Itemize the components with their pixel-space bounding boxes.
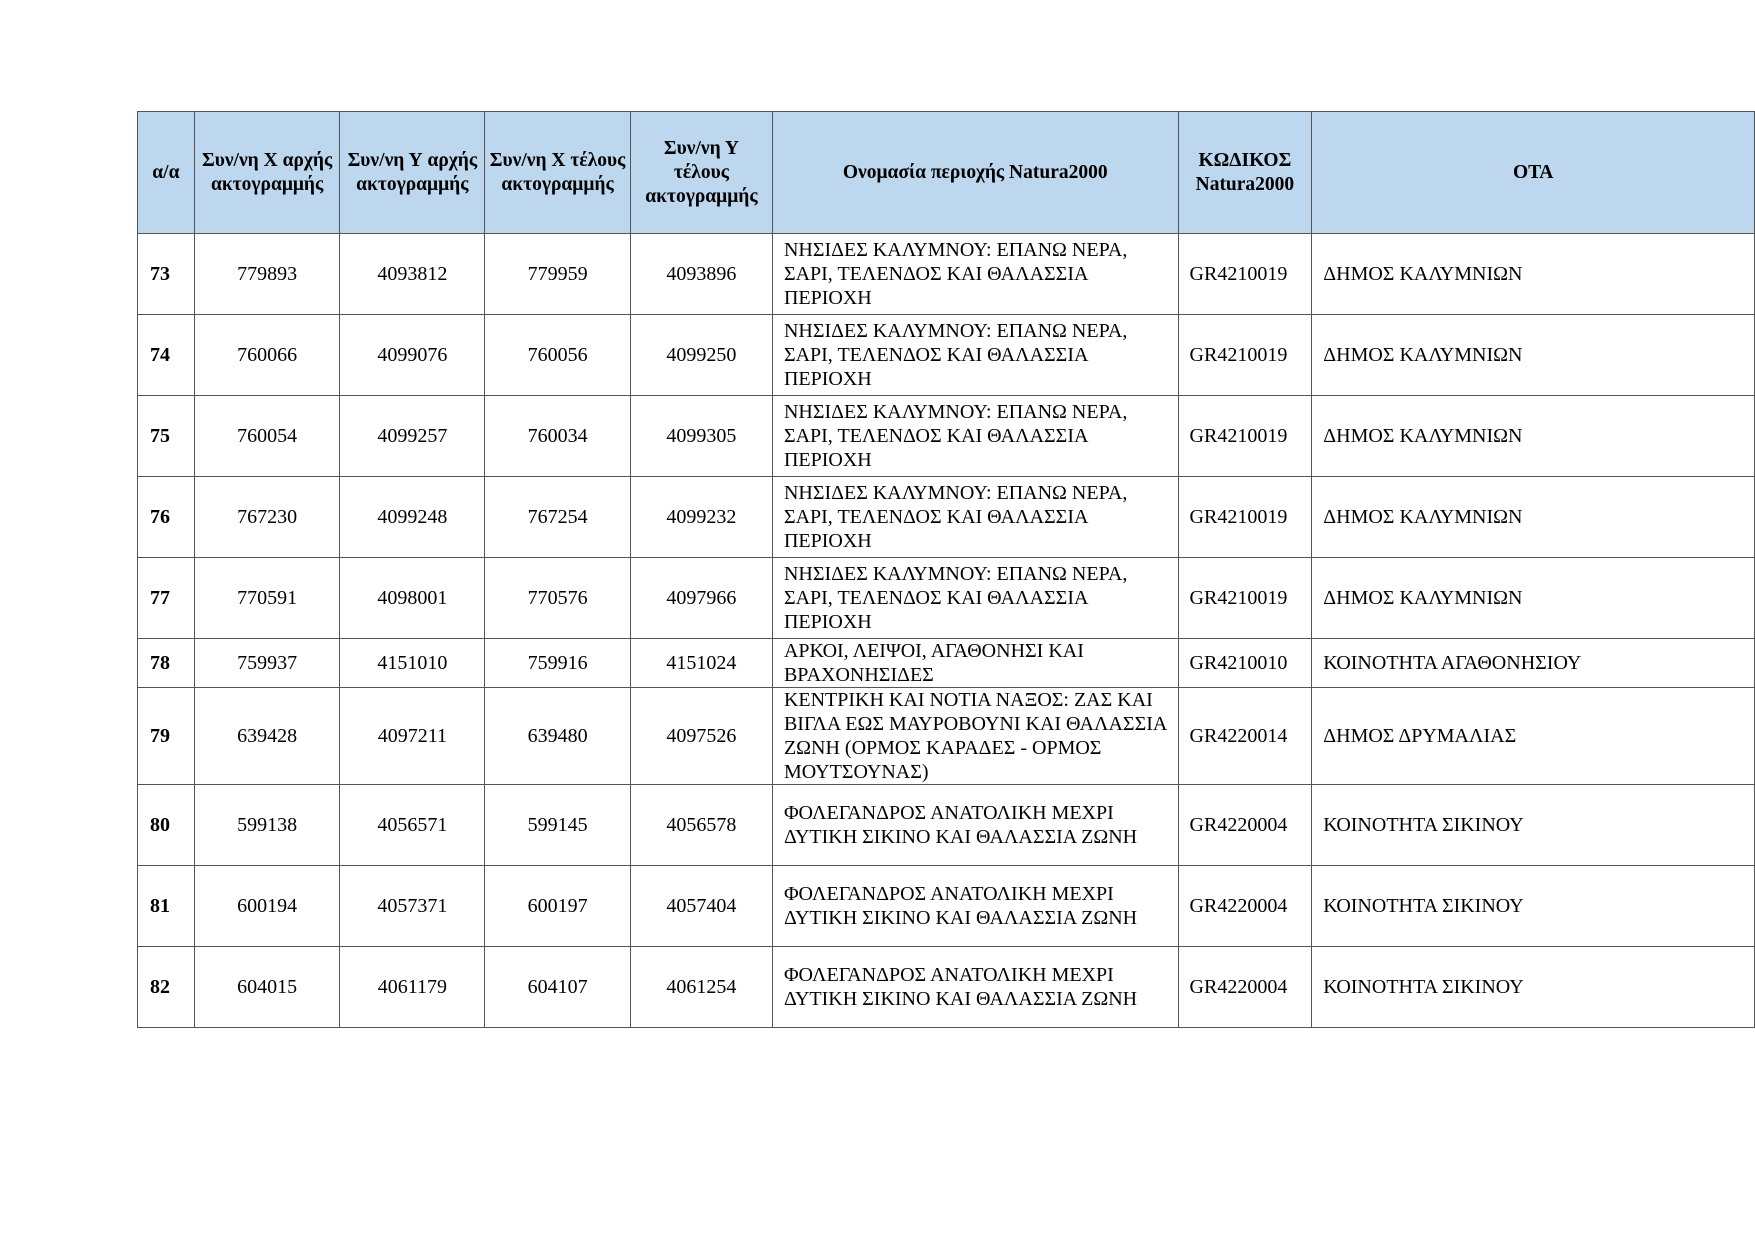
cell-aa: 74 <box>138 315 195 396</box>
table-header-row <box>138 112 1755 234</box>
header-y-start: Συν/νη Υ αρχής ακτογραμμής <box>340 112 485 234</box>
table-row <box>138 396 1755 477</box>
cell-y-end: 4056578 <box>630 785 772 866</box>
cell-x-start: 779893 <box>194 234 340 315</box>
cell-aa: 80 <box>138 785 195 866</box>
cell-x-start: 759937 <box>194 639 340 688</box>
cell-y-start: 4093812 <box>340 234 485 315</box>
cell-aa: 75 <box>138 396 195 477</box>
header-x-start: Συν/νη Χ αρχής ακτογραμμής <box>194 112 340 234</box>
cell-y-end: 4097526 <box>630 688 772 785</box>
cell-x-start: 604015 <box>194 947 340 1028</box>
cell-x-start: 770591 <box>194 558 340 639</box>
cell-x-end: 760034 <box>485 396 631 477</box>
cell-natura-code: GR4220014 <box>1178 688 1312 785</box>
cell-natura-code: GR4220004 <box>1178 785 1312 866</box>
cell-y-end: 4093896 <box>630 234 772 315</box>
cell-area-name: ΝΗΣΙΔΕΣ ΚΑΛΥΜΝΟΥ: ΕΠΑΝΩ ΝΕΡΑ, ΣΑΡΙ, ΤΕΛΕΝΔΟΣ ΚΑΙ ΘΑΛΑΣΣΙΑ ΠΕΡΙΟΧΗ <box>772 477 1178 558</box>
cell-x-start: 599138 <box>194 785 340 866</box>
cell-ota: ΔΗΜΟΣ ΚΑΛΥΜΝΙΩΝ <box>1312 558 1755 639</box>
cell-aa: 78 <box>138 639 195 688</box>
cell-area-name: ΝΗΣΙΔΕΣ ΚΑΛΥΜΝΟΥ: ΕΠΑΝΩ ΝΕΡΑ, ΣΑΡΙ, ΤΕΛΕΝΔΟΣ ΚΑΙ ΘΑΛΑΣΣΙΑ ΠΕΡΙΟΧΗ <box>772 234 1178 315</box>
cell-y-start: 4061179 <box>340 947 485 1028</box>
cell-ota: ΔΗΜΟΣ ΚΑΛΥΜΝΙΩΝ <box>1312 396 1755 477</box>
table-row <box>138 947 1755 1028</box>
cell-x-end: 600197 <box>485 866 631 947</box>
cell-y-end: 4061254 <box>630 947 772 1028</box>
table-row <box>138 315 1755 396</box>
cell-x-end: 779959 <box>485 234 631 315</box>
cell-ota: ΚΟΙΝΟΤΗΤΑ ΣΙΚΙΝΟΥ <box>1312 785 1755 866</box>
cell-x-end: 760056 <box>485 315 631 396</box>
table-row <box>138 234 1755 315</box>
cell-x-end: 604107 <box>485 947 631 1028</box>
cell-y-start: 4099248 <box>340 477 485 558</box>
cell-area-name: ΑΡΚΟΙ, ΛΕΙΨΟΙ, ΑΓΑΘΟΝΗΣΙ ΚΑΙ ΒΡΑΧΟΝΗΣΙΔΕΣ <box>772 639 1178 688</box>
cell-x-start: 767230 <box>194 477 340 558</box>
cell-aa: 79 <box>138 688 195 785</box>
cell-x-start: 600194 <box>194 866 340 947</box>
cell-aa: 77 <box>138 558 195 639</box>
cell-y-end: 4097966 <box>630 558 772 639</box>
table-row <box>138 477 1755 558</box>
cell-natura-code: GR4210019 <box>1178 477 1312 558</box>
natura-coastline-table <box>137 111 1755 1028</box>
header-ota: ΟΤΑ <box>1312 112 1755 234</box>
cell-natura-code: GR4210019 <box>1178 396 1312 477</box>
cell-ota: ΔΗΜΟΣ ΚΑΛΥΜΝΙΩΝ <box>1312 477 1755 558</box>
cell-aa: 82 <box>138 947 195 1028</box>
cell-y-end: 4057404 <box>630 866 772 947</box>
cell-aa: 73 <box>138 234 195 315</box>
cell-natura-code: GR4210019 <box>1178 234 1312 315</box>
cell-ota: ΚΟΙΝΟΤΗΤΑ ΑΓΑΘΟΝΗΣΙΟΥ <box>1312 639 1755 688</box>
cell-x-start: 760054 <box>194 396 340 477</box>
cell-y-end: 4099305 <box>630 396 772 477</box>
cell-natura-code: GR4210010 <box>1178 639 1312 688</box>
cell-area-name: ΦΟΛΕΓΑΝΔΡΟΣ ΑΝΑΤΟΛΙΚΗ ΜΕΧΡΙ ΔΥΤΙΚΗ ΣΙΚΙΝΟ ΚΑΙ ΘΑΛΑΣΣΙΑ ΖΩΝΗ <box>772 866 1178 947</box>
cell-y-start: 4151010 <box>340 639 485 688</box>
cell-x-start: 760066 <box>194 315 340 396</box>
header-x-end: Συν/νη Χ τέλους ακτογραμμής <box>485 112 631 234</box>
table-row <box>138 688 1755 785</box>
cell-x-end: 639480 <box>485 688 631 785</box>
cell-ota: ΚΟΙΝΟΤΗΤΑ ΣΙΚΙΝΟΥ <box>1312 866 1755 947</box>
cell-aa: 76 <box>138 477 195 558</box>
header-y-end: Συν/νη Υ τέλους ακτογραμμής <box>630 112 772 234</box>
cell-y-end: 4151024 <box>630 639 772 688</box>
cell-x-end: 767254 <box>485 477 631 558</box>
cell-area-name: ΦΟΛΕΓΑΝΔΡΟΣ ΑΝΑΤΟΛΙΚΗ ΜΕΧΡΙ ΔΥΤΙΚΗ ΣΙΚΙΝΟ ΚΑΙ ΘΑΛΑΣΣΙΑ ΖΩΝΗ <box>772 947 1178 1028</box>
cell-ota: ΔΗΜΟΣ ΔΡΥΜΑΛΙΑΣ <box>1312 688 1755 785</box>
cell-area-name: ΚΕΝΤΡΙΚΗ ΚΑΙ ΝΟΤΙΑ ΝΑΞΟΣ: ΖΑΣ ΚΑΙ ΒΙΓΛΑ ΕΩΣ ΜΑΥΡΟΒΟΥΝΙ ΚΑΙ ΘΑΛΑΣΣΙΑ ΖΩΝΗ (ΟΡΜΟΣ ΚΑΡΑΔΕΣ - ΟΡΜΟΣ ΜΟΥΤΣΟΥΝΑΣ) <box>772 688 1178 785</box>
cell-y-end: 4099232 <box>630 477 772 558</box>
header-natura-code: ΚΩΔΙΚΟΣ Natura2000 <box>1178 112 1312 234</box>
cell-area-name: ΦΟΛΕΓΑΝΔΡΟΣ ΑΝΑΤΟΛΙΚΗ ΜΕΧΡΙ ΔΥΤΙΚΗ ΣΙΚΙΝΟ ΚΑΙ ΘΑΛΑΣΣΙΑ ΖΩΝΗ <box>772 785 1178 866</box>
cell-natura-code: GR4210019 <box>1178 558 1312 639</box>
cell-natura-code: GR4210019 <box>1178 315 1312 396</box>
cell-x-end: 599145 <box>485 785 631 866</box>
cell-y-start: 4098001 <box>340 558 485 639</box>
cell-x-end: 759916 <box>485 639 631 688</box>
header-aa: α/α <box>138 112 195 234</box>
cell-x-end: 770576 <box>485 558 631 639</box>
cell-y-start: 4097211 <box>340 688 485 785</box>
cell-natura-code: GR4220004 <box>1178 947 1312 1028</box>
cell-area-name: ΝΗΣΙΔΕΣ ΚΑΛΥΜΝΟΥ: ΕΠΑΝΩ ΝΕΡΑ, ΣΑΡΙ, ΤΕΛΕΝΔΟΣ ΚΑΙ ΘΑΛΑΣΣΙΑ ΠΕΡΙΟΧΗ <box>772 396 1178 477</box>
table-row <box>138 866 1755 947</box>
cell-ota: ΚΟΙΝΟΤΗΤΑ ΣΙΚΙΝΟΥ <box>1312 947 1755 1028</box>
cell-ota: ΔΗΜΟΣ ΚΑΛΥΜΝΙΩΝ <box>1312 315 1755 396</box>
cell-y-start: 4099076 <box>340 315 485 396</box>
cell-y-start: 4099257 <box>340 396 485 477</box>
table-row <box>138 785 1755 866</box>
cell-y-end: 4099250 <box>630 315 772 396</box>
cell-area-name: ΝΗΣΙΔΕΣ ΚΑΛΥΜΝΟΥ: ΕΠΑΝΩ ΝΕΡΑ, ΣΑΡΙ, ΤΕΛΕΝΔΟΣ ΚΑΙ ΘΑΛΑΣΣΙΑ ΠΕΡΙΟΧΗ <box>772 558 1178 639</box>
cell-natura-code: GR4220004 <box>1178 866 1312 947</box>
cell-x-start: 639428 <box>194 688 340 785</box>
header-area-name: Ονομασία περιοχής Natura2000 <box>772 112 1178 234</box>
cell-aa: 81 <box>138 866 195 947</box>
cell-y-start: 4056571 <box>340 785 485 866</box>
cell-y-start: 4057371 <box>340 866 485 947</box>
cell-area-name: ΝΗΣΙΔΕΣ ΚΑΛΥΜΝΟΥ: ΕΠΑΝΩ ΝΕΡΑ, ΣΑΡΙ, ΤΕΛΕΝΔΟΣ ΚΑΙ ΘΑΛΑΣΣΙΑ ΠΕΡΙΟΧΗ <box>772 315 1178 396</box>
table-row <box>138 558 1755 639</box>
table-row <box>138 639 1755 688</box>
cell-ota: ΔΗΜΟΣ ΚΑΛΥΜΝΙΩΝ <box>1312 234 1755 315</box>
